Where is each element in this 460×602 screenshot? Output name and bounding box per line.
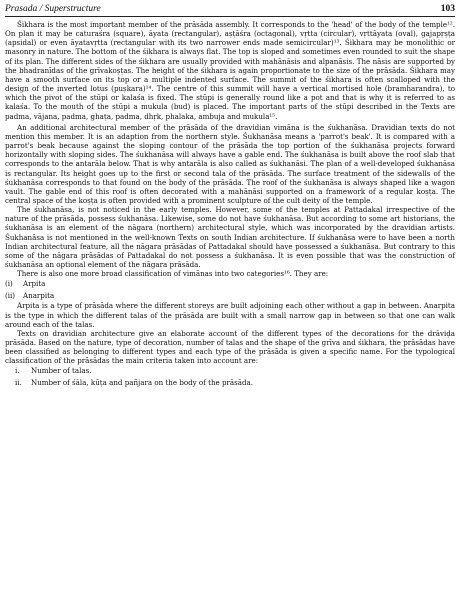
- paragraph-arpita: Arpita is a type of prāsāda where the different storeys are built adjoining each other without a gap in between. Anarpita is the type in which the different talas of the prāsāda are built with a small narrow gap in between so that one can walk around each of the talas.: [5, 301, 455, 329]
- paragraph-classification: There is also one more broad classification of vimānas into two categories¹⁶. They are:: [17, 269, 329, 279]
- list-label: Anarpita: [23, 290, 55, 300]
- paragraph-texts: Texts on dravidian architecture give an elaborate account of the different types of the decorations for the drāviḍa prāsāda. Based on the nature, type of decoration, number of talas and the shape of the grīva and śikhara, the prāsādas have been classified as belonging to different types and each type of the prāsāda is given a specific name. For the typological classification of the prāsādas the main criteria taken into account are:: [5, 328, 455, 366]
- paragraph-sikhara: Śikhara is the most important member of the prāsāda assembly. It corresponds to the 'head' of the body of the temple¹². On plan it may be caturaśra (square), āyata (rectangular), aṣṭāśra (octagonal), vṛtta (circular), vṛttāyata (oval), gajapṛṣṭa (apsidal) or even āyatavṛtta (rectangular with its two narrower ends made semicircular)¹³. Śikhara may be monolithic or masonry in nature. The bottom of the śikhara is always flat. The top is sloped and sometimes even rounded to suit the shape of its plan. The different sides of the śikhara are usually provided with mahānāsis and alpanāsis. The nāsis are supported by the bhadranīdas of the grīvakoṣṭas. The height of the śikhara is again proportionate to the size of the prāsāda. Śikhara may have a smooth surface on its top or a multiple indented surface. The summit of the śikhara is often scalloped with the design of the inverted lotus (puṣkara)¹⁴. The centre of this summit will have a vertical mortised hole (bramharandra), to which the pivot of the stūpi or kalaśa is fixed. The stūpi is generally round like a pot and that is why it is referred to as kalaśa. To the mouth of the stūpi a mukula (bud) is placed. The important parts of the stūpi described in the Texts are padma, vājana, padma, ghaṭa, padma, dhṛk, phalaka, ambuja and mukula¹⁵.: [5, 20, 455, 121]
- list-label: Arpita: [23, 279, 46, 289]
- paragraph-pattadakal: The śukhanāsa, is not noticed in the early temples. However, some of the temples at Pattadakal irrespective of the nature of the prāsāda, possess śukhanāsa. Likewise, some do not have śukhanāsa. But according to some art historians, the śukhanāsa is an element of the nāgara (northern) architectural style, which was incorporated by the dravidian artists. Śukhanāsa is not mentioned in the well-known Texts on south Indian architecture. If śukhanāsa were to have been a north Indian architectural feature, all the nāgara prāsādas of Pattadakal should have possessed a śukhanāsa. But contrary to this some of the nāgara prāsādas of Pattadakal do not possess a śukhanāsa. It is even possible that was the construction of śukhanāsa an optional element of the nāgara prāsāda.: [5, 205, 455, 270]
- running-header: [5, 3, 455, 17]
- list-item: [5, 377, 455, 389]
- category-list: [5, 278, 455, 301]
- list-item: [5, 365, 455, 377]
- paragraph-sukhanasa: An additional architectural member of the prāsāda of the dravidian vimāna is the śukhanāsa. Dravidian texts do not mention this member. It is an adaption from the northern style. Śukhanāsa means a 'parrot's beak'. It is compared with a parrot's beak because against the sloping contour of the prāsāda the top portion of the śukhanāsa projects forward horizontally with sloping sides. The śukhanāsa will always have a gable end. The śukhanāsa is built above the roof slab that corresponds to the antarāla below. That is why antarāla is also called as śukhanāsi. The plan of a well-developed śukhanāsa is rectangular. Its height goes up to the first or second tala of the prāsāda. The surface treatment of the sidewalls of the śukhanāsa corresponds to that found on the body of the prāsāda. The roof of the śukhanāsa is always shaped like a wagon vault. The gable end of this roof is often decorated with a mahānāsi supported on a framework of a regular koṣṭa. The central space of the koṣṭa is often provided with a prominent sculpture of the cult deity of the temple.: [5, 122, 455, 205]
- list-label: Number of śāla, kūṭa and pañjara on the body of the prāsāda.: [31, 377, 254, 387]
- list-item: [5, 278, 455, 290]
- list-number: (i): [5, 279, 13, 289]
- criteria-list: [5, 365, 455, 388]
- list-number: ii.: [15, 377, 22, 387]
- list-item: [5, 290, 455, 302]
- running-title: Prasada / Superstructure: [5, 4, 101, 14]
- list-number: (ii): [5, 290, 16, 300]
- page-number: 103: [440, 4, 455, 14]
- list-number: i.: [15, 366, 20, 376]
- list-label: Number of talas.: [31, 366, 92, 376]
